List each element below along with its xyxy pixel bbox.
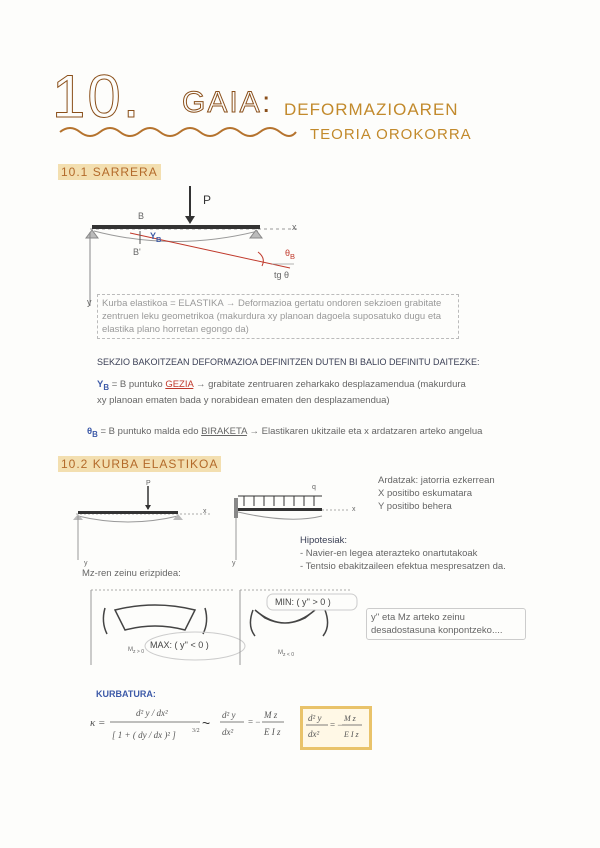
sign-criterion-title: Mz-ren zeinu erizpidea: <box>82 568 181 579</box>
boxed-equation-content <box>304 710 364 742</box>
svg-text:M z: M z <box>344 714 356 723</box>
title-line1: DEFORMAZIOAREN <box>284 100 459 119</box>
chapter-number: 10. <box>52 63 142 130</box>
svg-text:κ =: κ = <box>90 717 106 729</box>
mz-negative: $M_{z < 0}$ <box>278 650 294 659</box>
chapter-word: GAIA <box>182 86 262 119</box>
axes-description: Ardatzak: jatorria ezkerrean X positibo eskumatara Y positibo behera <box>378 475 495 512</box>
deflection-label: $Y_B$ <box>150 231 162 244</box>
tangent-label: tg θ <box>274 270 290 280</box>
sign-note: y'' eta Mz arteko zeinu desadostasuna konpontzeko.... <box>366 608 526 640</box>
point-b-label: B <box>138 211 145 221</box>
statement: SEKZIO BAKOITZEAN DEFORMAZIOA DEFINITZEN DUTEN BI BALIO DEFINITU DAITEZKE: <box>97 357 480 367</box>
beam1-axis-x: x <box>203 508 207 515</box>
section-heading-kurba: 10.2 KURBA ELASTIKOA <box>58 456 221 472</box>
point-b-prime-label: B' <box>133 247 141 257</box>
min-label: MIN: ( y'' > 0 ) <box>275 597 331 607</box>
beam-point-load <box>70 480 220 570</box>
beam1-load-label: P <box>146 480 151 487</box>
section-heading-sarrera: 10.1 SARRERA <box>58 164 161 180</box>
kurbatura-heading: KURBATURA: <box>96 689 156 699</box>
yb-definition: $Y_B = B$ puntuko GEZIA → grabitate zentruaren zeharkako desplazamendua (makurdura xy planoan ematen bada y norabidean ematen den desplazamendua) <box>97 379 466 406</box>
svg-text:3/2: 3/2 <box>192 728 200 734</box>
svg-text:[ 1 + ( dy / dx )² ]: [ 1 + ( dy / dx )² ] <box>112 730 176 740</box>
svg-text:M z: M z <box>264 710 278 720</box>
beam1-axis-y: y <box>84 560 88 567</box>
svg-text:= −: = − <box>248 717 261 727</box>
elastika-definition-box: Kurba elastikoa = ELASTIKA → Deformazioa gertatu ondoren sekzioen grabitate zentruen leku geometrikoa (makurdura xy planoan dagoela suposatuko dugu eta elastika plano horretan egongo da) <box>97 294 459 339</box>
axis-y-label: y <box>87 297 92 307</box>
svg-text:E I z: E I z <box>344 730 359 739</box>
svg-text:dx²: dx² <box>222 727 234 737</box>
mz-positive: $M_{z > 0}$ <box>128 647 144 656</box>
angle-label: $\theta_B$ <box>285 248 296 261</box>
curvature-formula <box>88 700 298 750</box>
beam2-axis-x: x <box>352 506 356 513</box>
title-line2: TEORIA OROKORRA <box>310 126 472 143</box>
beam2-axis-y: y <box>232 560 236 567</box>
deflection-diagram <box>80 186 320 310</box>
svg-text:E I z: E I z <box>264 727 281 737</box>
max-label: MAX: ( y'' < 0 ) <box>150 640 209 650</box>
svg-text:= −: = − <box>330 720 343 730</box>
axis-x-label: x <box>292 222 297 232</box>
title-colon: : <box>262 86 271 119</box>
hypotheses: Hipotesiak: - Navier-en legea aterazteko onartutakoak - Tentsio ebakitzaileen efektua mespresatzen da. <box>300 535 506 572</box>
load-label: P <box>203 193 212 207</box>
svg-text:d² y: d² y <box>222 710 236 720</box>
svg-text:dx²: dx² <box>308 729 320 739</box>
beam2-load-label: q <box>312 484 316 491</box>
beam <box>92 225 260 229</box>
svg-text:d² y: d² y <box>308 713 322 723</box>
moment-sign-diagrams <box>85 580 365 670</box>
svg-text:d² y / dx²: d² y / dx² <box>136 708 168 718</box>
theta-definition: $\theta_B = B$ puntuko malda edo BIRAKETA → Elastikaren ukitzaile eta x ardatzaren arteko angelua <box>87 426 483 439</box>
svg-text:~: ~ <box>202 715 211 731</box>
title-wavy-underline <box>58 124 298 138</box>
support-right <box>250 230 262 238</box>
